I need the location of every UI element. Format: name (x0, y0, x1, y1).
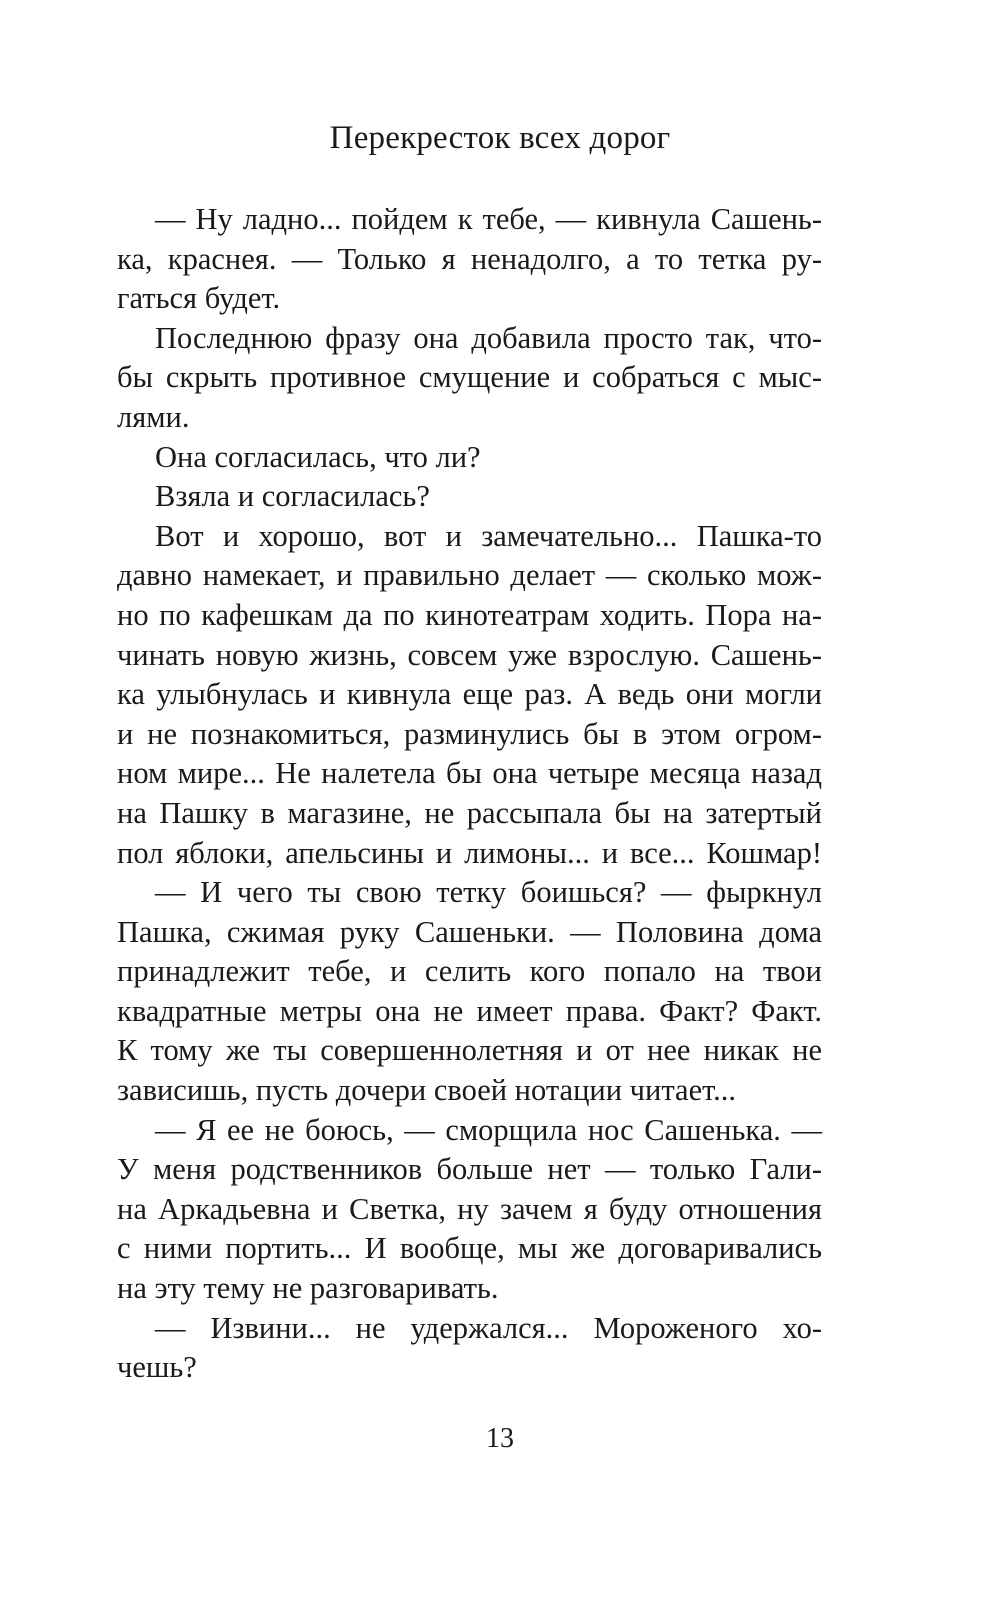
text-line: чешь? (117, 1350, 197, 1385)
text-line: гаться будет. (117, 281, 281, 316)
text-line: Последнюю фразу она добавила просто так, что- (155, 320, 822, 355)
text-line: Взяла и согласилась? (155, 479, 430, 514)
text-line: чинать новую жизнь, совсем уже взрослую. Сашень- (117, 637, 822, 672)
text-line: зависишь, пусть дочери своей нотации читает... (117, 1073, 737, 1108)
page-number: 13 (486, 1423, 514, 1454)
text-line: У меня родственников больше нет — только Гали- (117, 1152, 822, 1187)
text-line: пол яблоки, апельсины и лимоны... и все... Кошмар! (117, 835, 822, 870)
text-line: но по кафешкам да по кинотеатрам ходить. Пора на- (117, 597, 822, 632)
text-line: ка улыбнулась и кивнула еще раз. А ведь они могли (117, 677, 822, 712)
text-line: и не познакомиться, разминулись бы в этом огром- (117, 716, 822, 751)
text-line: квадратные метры она не имеет права. Факт? Факт. (117, 993, 822, 1028)
text-line: — И чего ты свою тетку боишься? — фыркнул (155, 875, 822, 910)
text-line: Вот и хорошо, вот и замечательно... Пашка-то (155, 518, 822, 553)
text-line: К тому же ты совершеннолетняя и от нее никак не (117, 1033, 822, 1068)
text-line: Она согласилась, что ли? (155, 439, 481, 474)
text-line: ном мире... Не налетела бы она четыре месяца назад (117, 756, 822, 791)
body-text (117, 200, 822, 1388)
text-line: бы скрыть противное смущение и собраться с мыс- (117, 360, 822, 395)
running-title: Перекресток всех дорог (329, 120, 671, 156)
text-line: на Пашку в магазине, не рассыпала бы на затертый (117, 795, 822, 830)
text-line: — Я ее не боюсь, — сморщила нос Сашенька. — (155, 1112, 822, 1147)
text-line: Пашка, сжимая руку Сашеньки. — Половина дома (117, 914, 822, 949)
text-line: давно намекает, и правильно делает — сколько мож- (117, 558, 822, 593)
text-line: на эту тему не разговаривать. (117, 1271, 499, 1306)
text-line: принадлежит тебе, и селить кого попало на твои (117, 954, 822, 989)
text-line: с ними портить... И вообще, мы же договаривались (117, 1231, 822, 1266)
text-line: на Аркадьевна и Светка, ну зачем я буду отношения (117, 1191, 822, 1226)
text-line: — Извини... не удержался... Мороженого хо- (155, 1310, 822, 1345)
text-line: лями. (117, 399, 190, 434)
text-line: — Ну ладно... пойдем к тебе, — кивнула Сашень- (155, 202, 822, 236)
text-line: ка, краснея. — Только я ненадолго, а то тетка ру- (117, 241, 822, 276)
